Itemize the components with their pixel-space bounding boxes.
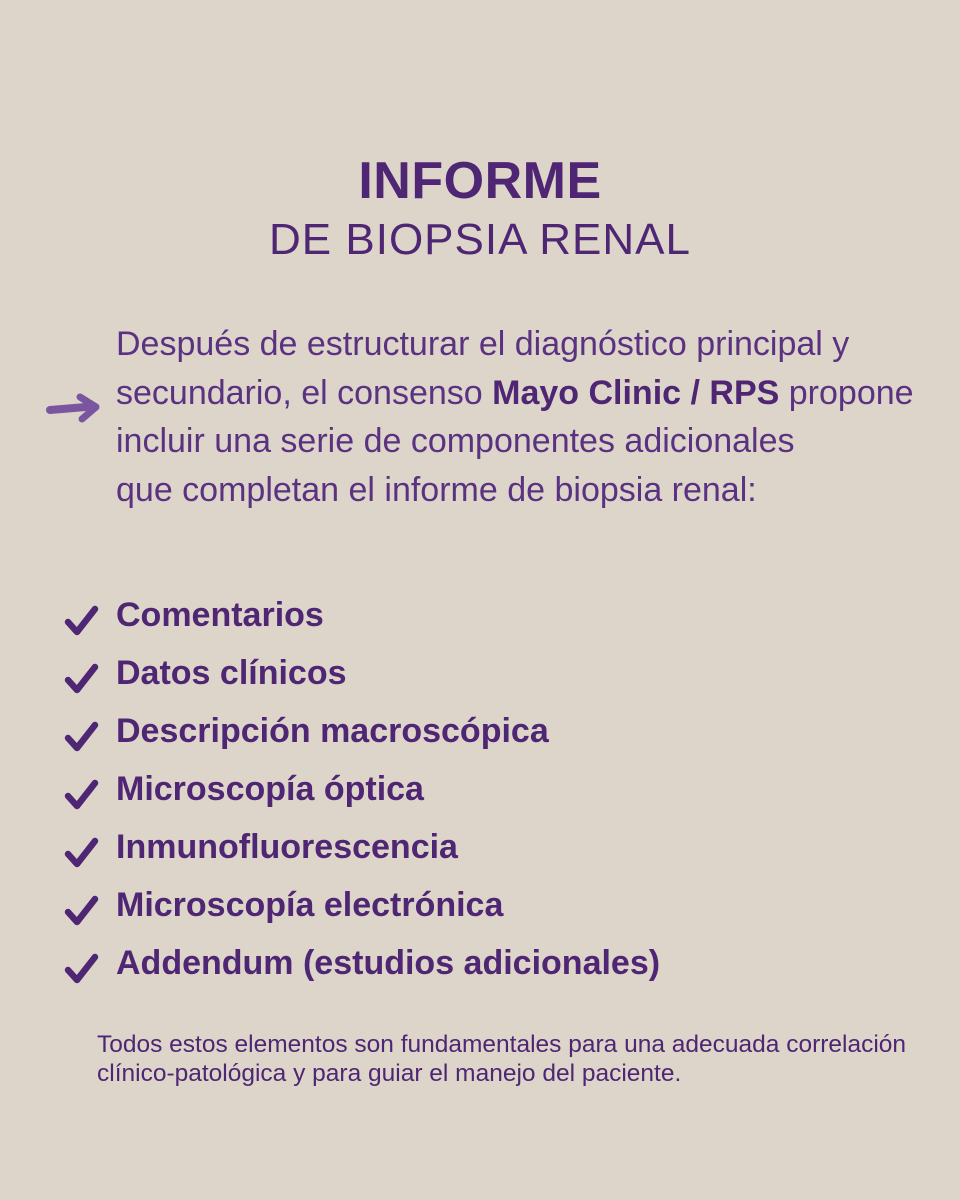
checklist-item-label: Comentarios — [116, 596, 324, 634]
components-checklist — [0, 590, 960, 996]
footer-note: Todos estos elementos son fundamentales para una adecuada correlación clínico-patológica y para guiar el manejo del paciente. — [97, 1031, 907, 1087]
checklist-item-label: Addendum (estudios adicionales) — [116, 944, 661, 982]
checklist-item — [0, 938, 960, 996]
checklist-item-label: Datos clínicos — [116, 654, 347, 692]
checkmark-icon — [62, 604, 102, 638]
checklist-item-label: Microscopía electrónica — [116, 886, 504, 924]
checklist-item — [0, 822, 960, 880]
arrow-right-icon — [46, 392, 104, 426]
page-title: INFORME — [358, 152, 602, 210]
intro-bold-mayo-clinic: Mayo Clinic — [492, 373, 682, 412]
checklist-item — [0, 706, 960, 764]
checklist-item-label: Inmunofluorescencia — [116, 828, 458, 866]
checklist-item-label: Descripción macroscópica — [116, 712, 549, 750]
checklist-item — [0, 764, 960, 822]
checklist-item-label: Microscopía óptica — [116, 770, 424, 808]
checkmark-icon — [62, 952, 102, 986]
checkmark-icon — [62, 720, 102, 754]
checkmark-icon — [62, 778, 102, 812]
intro-paragraph — [116, 320, 936, 514]
intro-bold-separator: / — [681, 373, 710, 412]
checkmark-icon — [62, 836, 102, 870]
intro-text-last-line: que completan el informe de biopsia renal: — [116, 470, 757, 509]
intro-text-end: propone incluir una serie de componentes adicionales — [116, 373, 914, 460]
checklist-item — [0, 590, 960, 648]
checkmark-icon — [62, 894, 102, 928]
intro-text-start: Después de estructurar el diagnóstico principal y secundario, el consenso — [116, 325, 850, 412]
page-subtitle: DE BIOPSIA RENAL — [269, 215, 691, 264]
checklist-item — [0, 648, 960, 706]
intro-bold-rps: RPS — [709, 373, 780, 412]
checklist-item — [0, 880, 960, 938]
checkmark-icon — [62, 662, 102, 696]
